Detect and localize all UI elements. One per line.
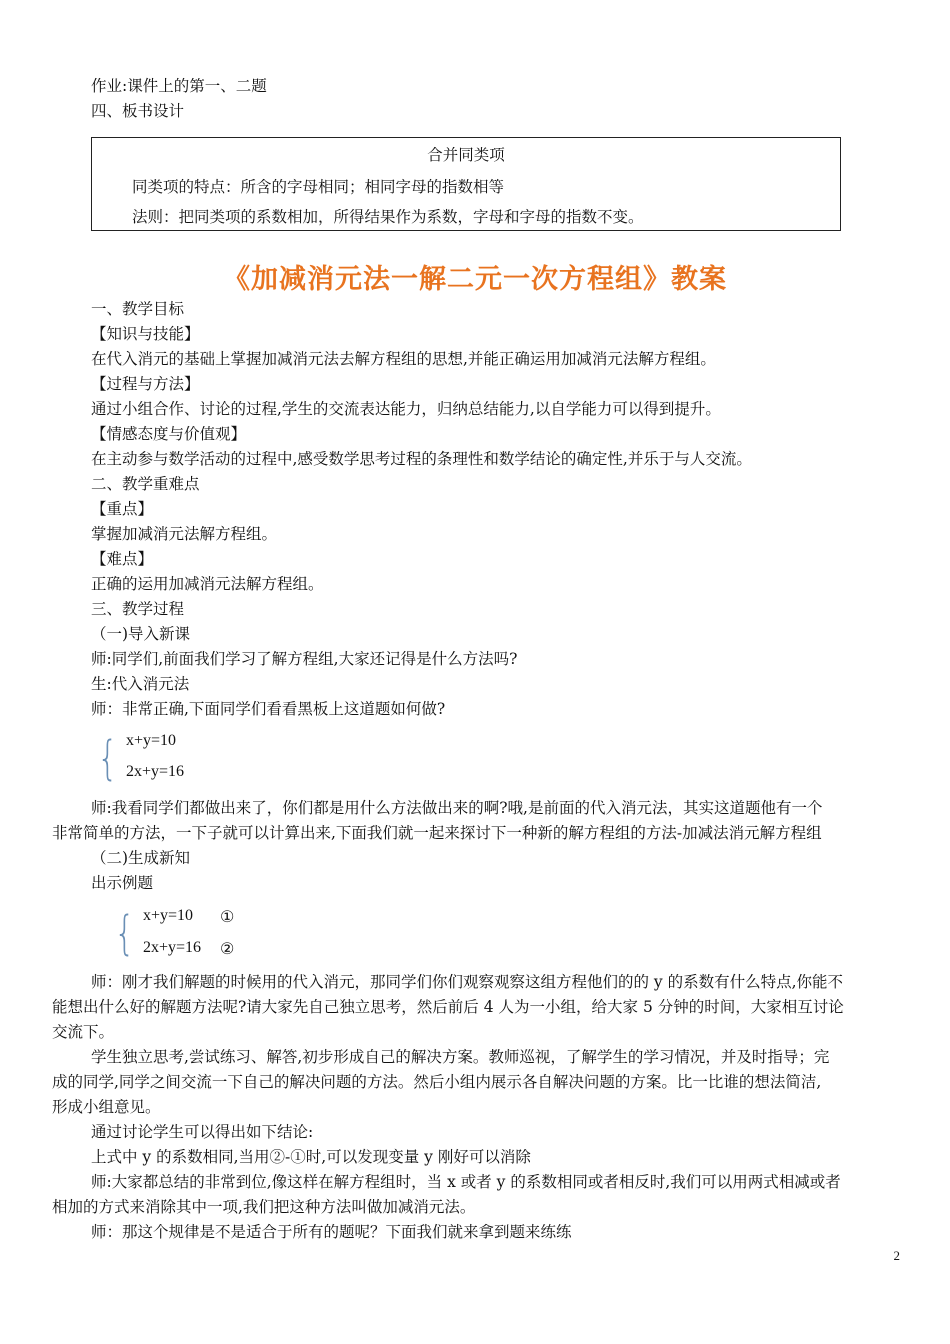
dialogue-line: 师:同学们,前面我们学习了解方程组,大家还记得是什么方法吗? — [91, 650, 518, 668]
board-design-box — [91, 137, 841, 231]
equation-marker: ② — [220, 941, 235, 958]
section-heading: 三、教学过程 — [91, 600, 185, 618]
paragraph: 学生独立思考,尝试练习、解答,初步形成自己的解决方案。教师巡视，了解学生的学习情况，并及时指导；完 — [91, 1048, 830, 1066]
section-heading: 二、教学重难点 — [91, 475, 200, 493]
paragraph: 交流下。 — [52, 1023, 115, 1041]
equation: 2x+y=16 — [126, 763, 185, 780]
homework-line: 作业:课件上的第一、二题 — [91, 77, 267, 95]
section-heading: 四、板书设计 — [91, 102, 185, 120]
paragraph: 正确的运用加减消元法解方程组。 — [91, 575, 324, 593]
paragraph: 在主动参与数学活动的过程中,感受数学思考过程的条理性和数学结论的确定性,并乐于与人交流。 — [91, 450, 752, 468]
equation: x+y=10 — [143, 907, 194, 924]
paragraph: 形成小组意见。 — [52, 1098, 161, 1116]
paragraph: 上式中 y 的系数相同,当用②-①时,可以发现变量 y 刚好可以消除 — [91, 1148, 531, 1166]
dialogue-line: 师：非常正确,下面同学们看看黑板上这道题如何做? — [91, 700, 446, 718]
section-heading: 一、教学目标 — [91, 300, 185, 318]
subheading: 【重点】 — [91, 500, 154, 518]
paragraph: 出示例题 — [91, 874, 154, 892]
paragraph: 通过小组合作、讨论的过程,学生的交流表达能力，归纳总结能力,以自学能力可以得到提升。 — [91, 400, 721, 418]
page-number: 2 — [893, 1248, 900, 1263]
subheading: （二)生成新知 — [91, 849, 191, 867]
equation-brace: { — [114, 906, 135, 960]
paragraph: 师:我看同学们都做出来了，你们都是用什么方法做出来的啊?哦,是前面的代入消元法，其实这道题他有一个 — [91, 799, 823, 817]
equation-marker: ① — [220, 909, 235, 926]
document-title: 《加减消元法一解二元一次方程组》教案 — [223, 264, 727, 295]
subheading: （一)导入新课 — [91, 625, 191, 643]
equation-brace: { — [97, 731, 118, 785]
board-title: 合并同类项 — [427, 146, 505, 164]
equation: 2x+y=16 — [143, 939, 202, 956]
subheading: 【知识与技能】 — [91, 325, 200, 343]
paragraph: 在代入消元的基础上掌握加减消元法去解方程组的思想,并能正确运用加减消元法解方程组。 — [91, 350, 716, 368]
paragraph: 师：那这个规律是不是适合于所有的题呢？下面我们就来拿到题来练练 — [91, 1223, 572, 1241]
paragraph: 非常简单的方法，一下子就可以计算出来,下面我们就一起来探讨下一种新的解方程组的方法-加减法消元解方程组 — [52, 824, 822, 842]
paragraph: 师：刚才我们解题的时候用的代入消元，那同学们你们观察观察这组方程他们的的 y 的系数有什么特点,你能不 — [91, 973, 844, 991]
paragraph: 成的同学,同学之间交流一下自己的解决问题的方法。然后小组内展示各自解决问题的方案。比一比谁的想法简洁, — [52, 1073, 822, 1091]
paragraph: 通过讨论学生可以得出如下结论: — [91, 1123, 314, 1141]
paragraph: 相加的方式来消除其中一项,我们把这种方法叫做加减消元法。 — [52, 1198, 476, 1216]
paragraph: 掌握加减消元法解方程组。 — [91, 525, 278, 543]
subheading: 【难点】 — [91, 550, 154, 568]
board-line: 同类项的特点：所含的字母相同；相同字母的指数相等 — [132, 178, 505, 196]
subheading: 【过程与方法】 — [91, 375, 200, 393]
dialogue-line: 生:代入消元法 — [91, 675, 190, 693]
board-line: 法则：把同类项的系数相加，所得结果作为系数，字母和字母的指数不变。 — [132, 208, 644, 226]
paragraph: 能想出什么好的解题方法呢?请大家先自己独立思考，然后前后 4 人为一小组，给大家 5 分钟的时间，大家相互讨论 — [52, 998, 844, 1016]
equation: x+y=10 — [126, 732, 177, 749]
paragraph: 师:大家都总结的非常到位,像这样在解方程组时，当 x 或者 y 的系数相同或者相反时,我们可以用两式相减或者 — [91, 1173, 841, 1191]
subheading: 【情感态度与价值观】 — [91, 425, 247, 443]
